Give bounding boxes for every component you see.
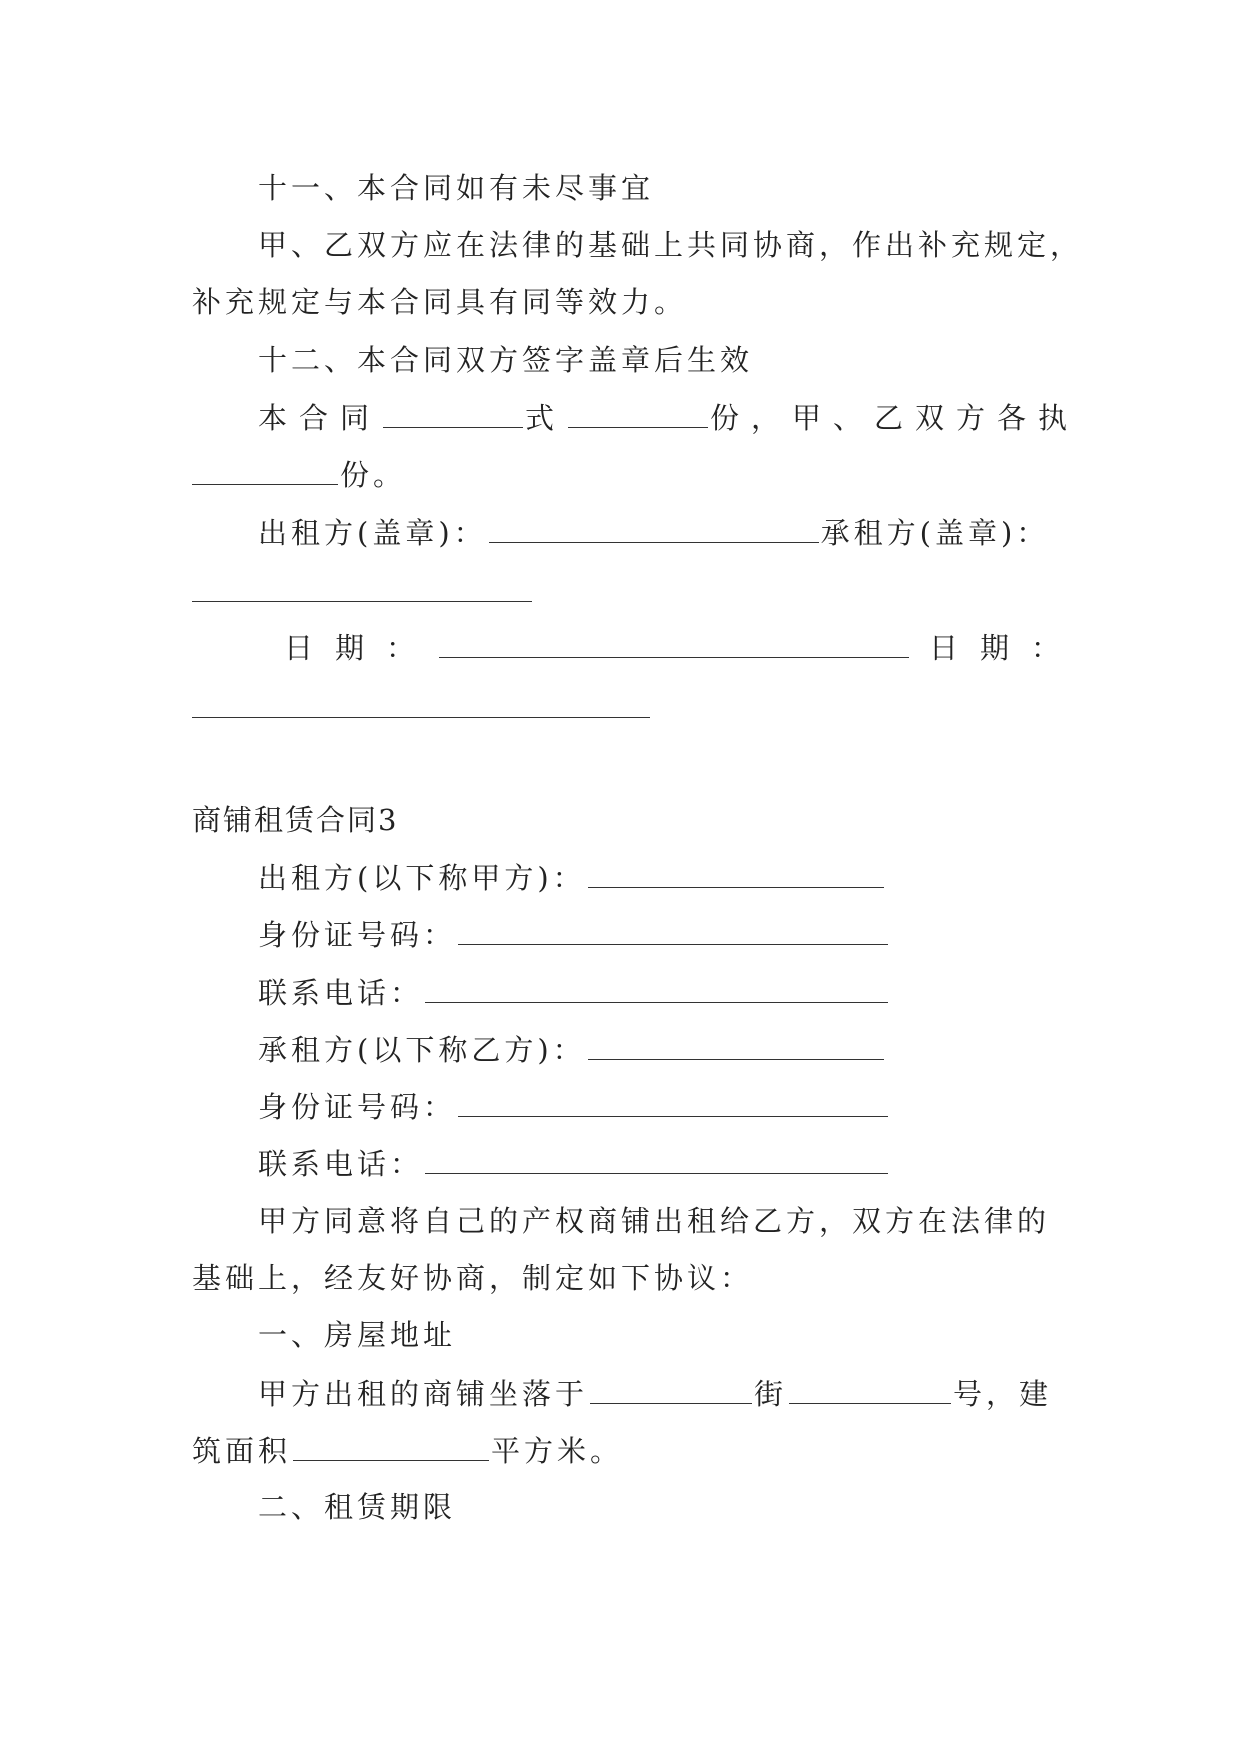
copies-text-b: 式 <box>525 401 567 435</box>
lessee-seal-blank[interactable] <box>192 600 532 602</box>
copies-line-2 <box>192 454 406 495</box>
address-text-a: 甲方出租的商铺坐落于 <box>258 1377 589 1411</box>
lessee-id-blank[interactable] <box>458 1086 888 1117</box>
lessee-line <box>258 1029 886 1070</box>
number-blank[interactable] <box>789 1373 951 1404</box>
area-text-d: 筑面积 <box>192 1434 292 1468</box>
copies-line <box>258 397 1079 438</box>
lessee-phone-label: 联系电话： <box>258 1147 424 1181</box>
lessor-id-blank[interactable] <box>458 914 888 945</box>
lessor-id-label: 身份证号码： <box>258 918 457 952</box>
street-blank[interactable] <box>590 1373 752 1404</box>
intro-line1: 甲方同意将自己的产权商铺出租给乙方，双方在法律的 <box>258 1204 1051 1238</box>
lessee-id-label: 身份证号码： <box>258 1090 457 1124</box>
lessor-phone-line <box>258 972 890 1013</box>
lessor-id-line <box>258 914 890 955</box>
copies-text-d: 份。 <box>340 458 407 492</box>
clause-12-title: 十二、本合同双方签字盖章后生效 <box>258 343 754 377</box>
date-line <box>284 627 1082 668</box>
lessee-seal-label: 承租方(盖章)： <box>820 516 1050 550</box>
copies-blank-1[interactable] <box>383 397 523 428</box>
date-blank-2[interactable] <box>192 716 650 718</box>
lessee-phone-line <box>258 1143 890 1184</box>
address-line <box>258 1373 1052 1414</box>
lessor-seal-blank[interactable] <box>489 512 819 543</box>
address-text-b: 街 <box>754 1377 788 1411</box>
section-1-title: 一、房屋地址 <box>258 1318 457 1352</box>
copies-text-a: 本合同 <box>258 401 382 435</box>
copies-blank-2[interactable] <box>568 397 708 428</box>
section-2-title: 二、租赁期限 <box>258 1490 457 1524</box>
date-blank-1[interactable] <box>439 627 909 658</box>
lessee-id-line <box>258 1086 890 1127</box>
lessor-line <box>258 857 886 898</box>
lessor-phone-label: 联系电话： <box>258 976 424 1010</box>
copies-blank-3[interactable] <box>192 454 338 485</box>
clause-11-text-line2: 补充规定与本合同具有同等效力。 <box>192 285 688 319</box>
address-text-c: 号，建 <box>953 1377 1053 1411</box>
lessee-label: 承租方(以下称乙方)： <box>258 1033 586 1067</box>
lessor-phone-blank[interactable] <box>425 972 888 1003</box>
contract-3-title: 商铺租赁合同3 <box>192 803 399 837</box>
copies-text-c: 份，甲、乙双方各执 <box>710 401 1080 435</box>
lessor-seal-label: 出租方(盖章)： <box>258 516 487 550</box>
area-text-e: 平方米。 <box>491 1434 624 1468</box>
lessee-phone-blank[interactable] <box>425 1143 888 1174</box>
lessee-blank[interactable] <box>588 1029 884 1060</box>
date-label-1: 日期： <box>284 631 438 665</box>
date-label-2: 日期： <box>929 631 1083 665</box>
area-line <box>192 1430 623 1471</box>
lessor-label: 出租方(以下称甲方)： <box>258 861 586 895</box>
clause-11-title: 十一、本合同如有未尽事宜 <box>258 171 655 205</box>
intro-line2: 基础上，经友好协商，制定如下协议： <box>192 1261 754 1295</box>
area-blank[interactable] <box>293 1430 489 1461</box>
lessor-blank[interactable] <box>588 857 884 888</box>
clause-11-text-line1: 甲、乙双方应在法律的基础上共同协商，作出补充规定， <box>258 228 1084 262</box>
seal-line <box>258 512 1049 553</box>
